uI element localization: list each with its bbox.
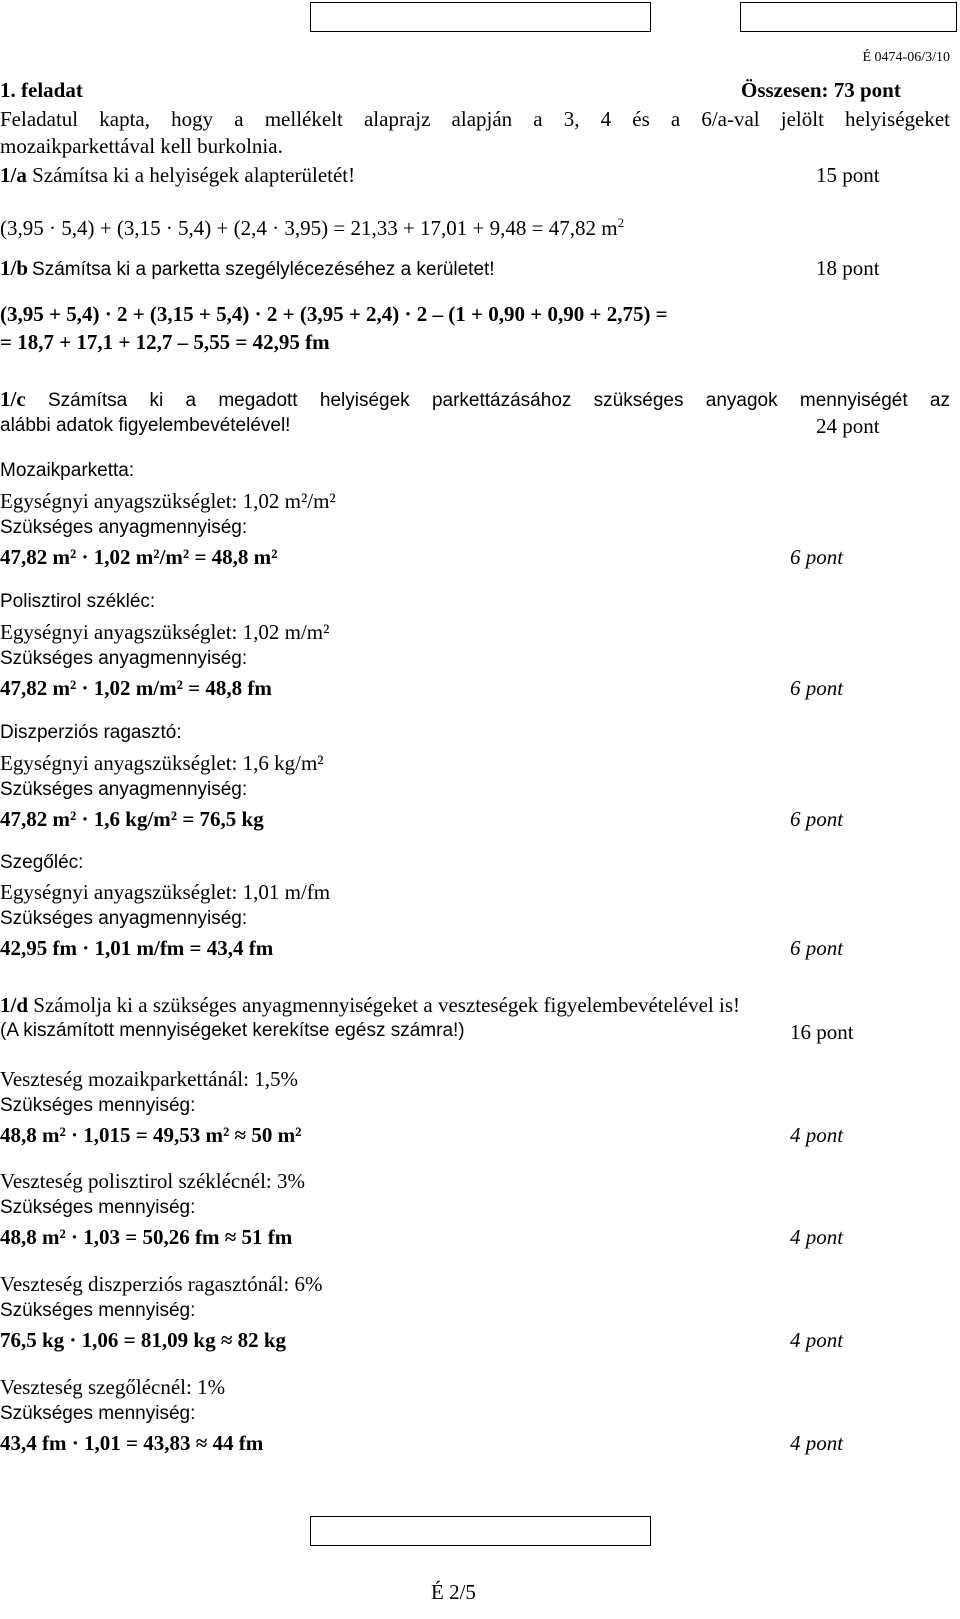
question-1b-text: Számítsa ki a parketta szegélylécezéséhez a kerületet! [32,259,495,280]
loss-calc: 48,8 m² · 1,03 = 50,26 fm ≈ 51 fm [0,1225,293,1249]
question-1c-text-line2: alábbi adatok figyelembevételével! [0,415,291,436]
material-points: 6 pont [790,807,844,831]
header-box-left [310,2,651,32]
loss-calc: 43,4 fm · 1,01 = 43,83 ≈ 44 fm [0,1431,264,1455]
question-1b-label: 1/b [0,256,29,280]
question-1a-text: Számítsa ki a helyiségek alapterületét! [32,163,356,187]
loss-need-label: Szükséges mennyiség: [0,1403,196,1424]
question-1a-label: 1/a [0,163,27,187]
loss-name: Veszteség szegőlécnél: 1% [0,1375,226,1399]
question-1d-points: 16 pont [790,1020,854,1044]
loss-points: 4 pont [790,1328,844,1352]
question-1a-formula-text: (3,95 · 5,4) + (3,15 · 5,4) + (2,4 · 3,95) = 21,33 + 17,01 + 9,48 = 47,82 m [0,216,618,240]
material-need-label: Szükséges anyagmennyiség: [0,517,248,538]
material-need-label: Szükséges anyagmennyiség: [0,779,248,800]
question-1c-points: 24 pont [816,414,880,438]
question-1a-points: 15 pont [816,163,880,187]
question-1c-text-line1: Számítsa ki a megadott helyiségek parkettázásához szükséges anyagok mennyiségét az [47,390,950,411]
loss-need-label: Szükséges mennyiség: [0,1300,196,1321]
material-unit-need: Egységnyi anyagszükséglet: 1,01 m/fm [0,880,331,904]
footer-box [310,1516,651,1546]
question-1b-formula-line1: (3,95 + 5,4) · 2 + (3,15 + 5,4) · 2 + (3,95 + 2,4) · 2 – (1 + 0,90 + 0,90 + 2,75) = [0,302,668,326]
header-box-right [740,2,957,32]
question-1c-line1 [0,387,950,412]
loss-name: Veszteség mozaikparkettánál: 1,5% [0,1067,298,1091]
question-1b-points: 18 pont [816,256,880,280]
material-unit-need: Egységnyi anyagszükséglet: 1,6 kg/m² [0,751,324,775]
material-points: 6 pont [790,545,844,569]
question-1b [0,256,495,281]
material-unit-need: Egységnyi anyagszükséglet: 1,02 m²/m² [0,489,336,513]
material-calc: 47,82 m² · 1,02 m/m² = 48,8 fm [0,676,272,700]
task-title: 1. feladat [0,78,83,102]
question-1a-formula-sup: 2 [617,215,625,230]
question-1d-text-line1: Számolja ki a szükséges anyagmennyiségeket a veszteségek figyelembevételével is! [33,993,740,1017]
material-name: Polisztirol székléc: [0,591,156,612]
material-name: Mozaikparketta: [0,460,135,481]
task-total-points: Összesen: 73 pont [741,78,901,102]
material-unit-need: Egységnyi anyagszükséglet: 1,02 m/m² [0,620,330,644]
loss-points: 4 pont [790,1225,844,1249]
question-1d-label: 1/d [0,993,29,1017]
material-points: 6 pont [790,936,844,960]
question-1d-line1 [0,993,740,1017]
task-intro-line1: Feladatul kapta, hogy a mellékelt alaprajz alapján a 3, 4 és a 6/a-val jelölt helyiségeket [0,107,950,131]
loss-calc: 76,5 kg · 1,06 = 81,09 kg ≈ 82 kg [0,1328,287,1352]
page-number: É 2/5 [431,1580,476,1604]
loss-need-label: Szükséges mennyiség: [0,1095,196,1116]
question-1d-text-line2: (A kiszámított mennyiségeket kerekítse egész számra!) [0,1020,465,1041]
loss-need-label: Szükséges mennyiség: [0,1197,196,1218]
loss-name: Veszteség diszperziós ragasztónál: 6% [0,1272,323,1296]
material-points: 6 pont [790,676,844,700]
material-name: Diszperziós ragasztó: [0,722,182,743]
material-need-label: Szükséges anyagmennyiség: [0,908,248,929]
question-1b-formula-line2: = 18,7 + 17,1 + 12,7 – 5,55 = 42,95 fm [0,330,330,354]
material-name: Szegőléc: [0,852,84,873]
loss-calc: 48,8 m² · 1,015 = 49,53 m² ≈ 50 m² [0,1123,302,1147]
loss-points: 4 pont [790,1123,844,1147]
question-1a-formula [0,211,624,240]
material-calc: 47,82 m² · 1,6 kg/m² = 76,5 kg [0,807,264,831]
material-calc: 42,95 fm · 1,01 m/fm = 43,4 fm [0,936,274,960]
task-intro-line2: mozaikparkettával kell burkolnia. [0,134,283,158]
loss-points: 4 pont [790,1431,844,1455]
question-1c-label: 1/c [0,387,26,411]
loss-name: Veszteség polisztirol széklécnél: 3% [0,1169,305,1193]
question-1a [0,163,355,187]
material-need-label: Szükséges anyagmennyiség: [0,648,248,669]
material-calc: 47,82 m² · 1,02 m²/m² = 48,8 m² [0,545,278,569]
document-code: É 0474-06/3/10 [862,50,950,65]
